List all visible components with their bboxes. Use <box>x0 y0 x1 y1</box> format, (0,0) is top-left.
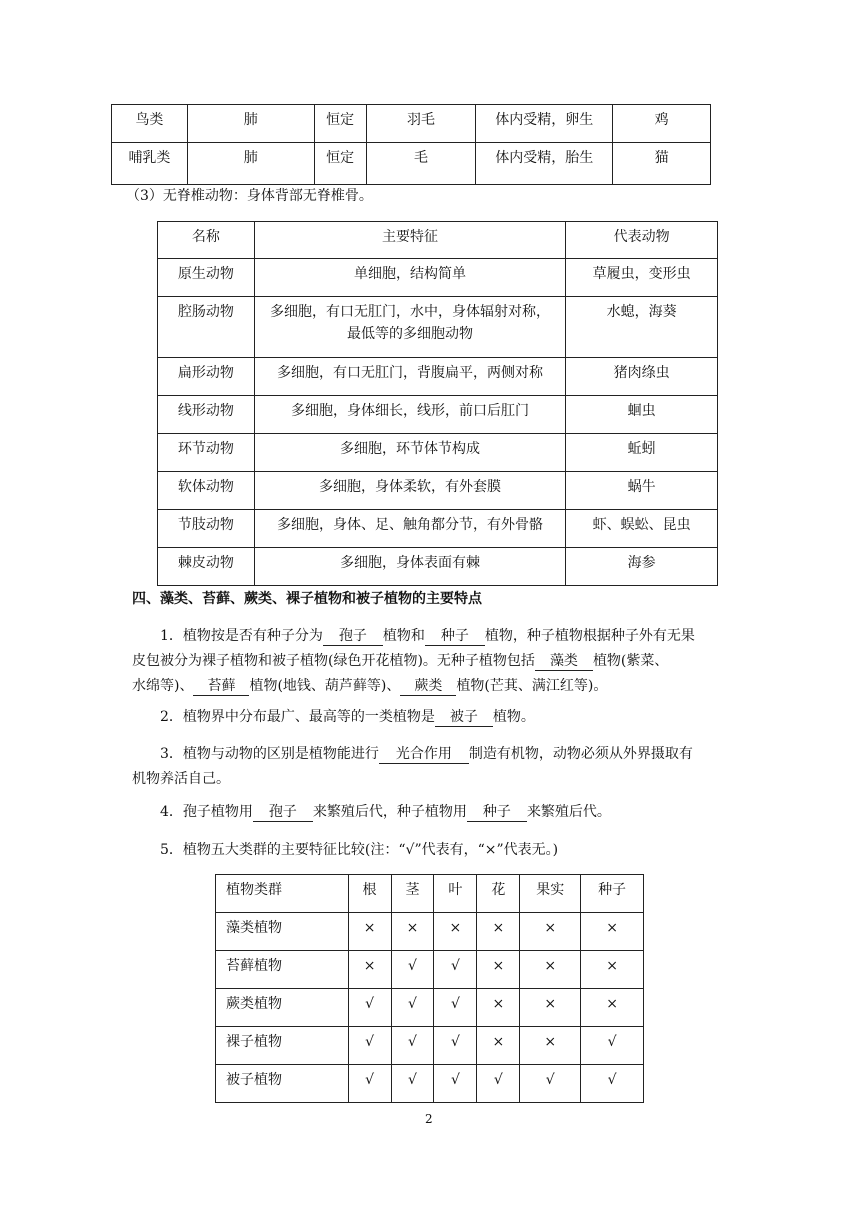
table-row <box>158 297 718 358</box>
feature-text: 多细胞，身体表面有棘 <box>340 555 481 571</box>
table-cell <box>254 510 565 548</box>
feature-text: 多细胞，环节体节构成 <box>340 441 481 457</box>
table-cell: × <box>520 913 581 951</box>
table-cell: √ <box>520 1065 581 1103</box>
table-cell: 肺 <box>187 143 314 185</box>
table-row <box>216 875 644 913</box>
table-cell: 羽毛 <box>366 105 476 143</box>
table-cell: 环节动物 <box>158 434 255 472</box>
feature-text: 多细胞，有口无肛门，水中，身体辐射对称， <box>270 304 551 320</box>
table-cell: √ <box>434 1027 477 1065</box>
table-cell: × <box>477 951 520 989</box>
table-cell: × <box>581 913 644 951</box>
text: 2．植物界中分布最广、最高等的一类植物是 <box>160 709 435 725</box>
table-cell: 苔藓植物 <box>216 951 349 989</box>
table-cell: × <box>581 989 644 1027</box>
text: 4．孢子植物用 <box>160 804 253 820</box>
table-cell: √ <box>581 1065 644 1103</box>
table-cell: √ <box>477 1065 520 1103</box>
table-cell: × <box>581 951 644 989</box>
table-cell: 肺 <box>187 105 314 143</box>
table-cell: 线形动物 <box>158 396 255 434</box>
invertebrate-table <box>157 221 718 586</box>
answer-blank: 蕨类 <box>400 677 456 696</box>
table-cell: 藻类植物 <box>216 913 349 951</box>
column-header: 植物类群 <box>216 875 349 913</box>
paragraph-5 <box>132 838 722 863</box>
table-cell: × <box>520 1027 581 1065</box>
table-row <box>158 222 718 259</box>
table-row <box>112 143 711 185</box>
text: 1．植物按是否有种子分为 <box>160 628 323 644</box>
table-cell: × <box>520 989 581 1027</box>
table-cell: √ <box>434 989 477 1027</box>
answer-blank: 苔藓 <box>193 677 249 696</box>
answer-blank: 种子 <box>467 803 527 822</box>
table-cell: 扁形动物 <box>158 358 255 396</box>
column-header: 茎 <box>391 875 434 913</box>
answer-blank: 光合作用 <box>379 745 469 764</box>
section3-title: （3）无脊椎动物：身体背部无脊椎骨。 <box>126 188 373 204</box>
table-row <box>216 913 644 951</box>
answer-blank: 孢子 <box>253 803 313 822</box>
column-header: 代表动物 <box>566 222 718 259</box>
table-cell: 鸡 <box>613 105 711 143</box>
text: 植物(地钱、葫芦藓等)、 <box>249 678 401 694</box>
table-cell: 恒定 <box>314 143 366 185</box>
table-cell: 鸟类 <box>112 105 188 143</box>
table-cell: 裸子植物 <box>216 1027 349 1065</box>
table-cell: √ <box>434 1065 477 1103</box>
column-header: 根 <box>348 875 391 913</box>
table-cell: 原生动物 <box>158 259 255 297</box>
table-cell: √ <box>391 1027 434 1065</box>
table-cell <box>254 434 565 472</box>
table-cell: √ <box>348 1027 391 1065</box>
text: 制造有机物，动物必须从外界摄取有 <box>468 746 693 762</box>
table-cell: 腔肠动物 <box>158 297 255 358</box>
table-cell: 蕨类植物 <box>216 989 349 1027</box>
table-cell <box>254 472 565 510</box>
table-cell: 猪肉绦虫 <box>566 358 718 396</box>
feature-text: 多细胞，有口无肛门，背腹扁平，两侧对称 <box>277 365 544 381</box>
feature-text: 多细胞，身体柔软，有外套膜 <box>319 479 502 495</box>
table-cell: 节肢动物 <box>158 510 255 548</box>
feature-text: 多细胞，身体、足、触角都分节，有外骨骼 <box>277 517 544 533</box>
table-cell: √ <box>348 1065 391 1103</box>
table-cell: 体内受精，胎生 <box>476 143 613 185</box>
text: 植物和 <box>382 628 425 644</box>
table-cell: × <box>348 913 391 951</box>
text: 植物。 <box>492 709 535 725</box>
table-cell: √ <box>391 951 434 989</box>
column-header: 名称 <box>158 222 255 259</box>
text: 皮包被分为裸子植物和被子植物(绿色开花植物)。无种子植物包括 <box>132 653 535 669</box>
table-cell: 体内受精，卵生 <box>476 105 613 143</box>
table-row <box>158 259 718 297</box>
table-cell: √ <box>391 989 434 1027</box>
feature-text: 多细胞，身体细长，线形，前口后肛门 <box>291 403 530 419</box>
table-cell: × <box>477 989 520 1027</box>
table-cell: × <box>520 951 581 989</box>
table-cell: 毛 <box>366 143 476 185</box>
text: 来繁殖后代，种子植物用 <box>312 804 467 820</box>
table-cell: 软体动物 <box>158 472 255 510</box>
table-cell: 哺乳类 <box>112 143 188 185</box>
table-cell: √ <box>348 989 391 1027</box>
table-row <box>112 105 711 143</box>
table-row <box>216 1027 644 1065</box>
table-cell: 蛔虫 <box>566 396 718 434</box>
table-cell: × <box>477 913 520 951</box>
table-cell: 恒定 <box>314 105 366 143</box>
paragraph-2 <box>132 705 722 730</box>
table-cell: √ <box>434 951 477 989</box>
paragraph-4 <box>132 800 722 825</box>
table-row <box>158 434 718 472</box>
text: 水绵等)、 <box>132 678 194 694</box>
table-cell: 水螅，海葵 <box>566 297 718 358</box>
table-row <box>158 472 718 510</box>
table-cell: × <box>434 913 477 951</box>
answer-blank: 孢子 <box>323 627 383 646</box>
answer-blank: 藻类 <box>535 652 593 671</box>
table-cell: 海参 <box>566 548 718 586</box>
text: 植物(芒萁、满江红等)。 <box>456 678 608 694</box>
column-header: 主要特征 <box>254 222 565 259</box>
vertebrate-table <box>111 104 711 185</box>
table-cell: 猫 <box>613 143 711 185</box>
paragraph-3 <box>132 742 722 792</box>
table-row <box>158 396 718 434</box>
table-cell: 被子植物 <box>216 1065 349 1103</box>
page-number: 2 <box>425 1112 433 1126</box>
text: 植物(紫菜、 <box>592 653 669 669</box>
table-cell: 蜗牛 <box>566 472 718 510</box>
table-cell: × <box>391 913 434 951</box>
table-row <box>158 548 718 586</box>
table-cell: 棘皮动物 <box>158 548 255 586</box>
table-cell: 草履虫，变形虫 <box>566 259 718 297</box>
table-cell <box>254 396 565 434</box>
table-cell: 虾、蜈蚣、昆虫 <box>566 510 718 548</box>
table-cell: × <box>348 951 391 989</box>
feature-text: 最低等的多细胞动物 <box>347 326 474 342</box>
table-row <box>216 951 644 989</box>
table-cell: 蚯蚓 <box>566 434 718 472</box>
table-cell <box>254 259 565 297</box>
column-header: 花 <box>477 875 520 913</box>
column-header: 叶 <box>434 875 477 913</box>
feature-text: 单细胞，结构简单 <box>354 266 467 282</box>
table-row <box>216 1065 644 1103</box>
table-cell <box>254 297 565 358</box>
paragraph-1 <box>132 624 722 699</box>
answer-blank: 被子 <box>435 708 493 727</box>
table-cell <box>254 358 565 396</box>
text: 植物，种子植物根据种子外有无果 <box>484 628 695 644</box>
text: 来繁殖后代。 <box>526 804 611 820</box>
answer-blank: 种子 <box>425 627 485 646</box>
table-cell: √ <box>581 1027 644 1065</box>
text: 3．植物与动物的区别是植物能进行 <box>160 746 379 762</box>
table-cell <box>254 548 565 586</box>
text: 机物养活自己。 <box>132 771 230 787</box>
table-row <box>216 989 644 1027</box>
table-row <box>158 358 718 396</box>
table-cell: √ <box>391 1065 434 1103</box>
column-header: 果实 <box>520 875 581 913</box>
table-cell: × <box>477 1027 520 1065</box>
plant-groups-table <box>215 874 644 1103</box>
text: 5．植物五大类群的主要特征比较(注：“√”代表有，“×”代表无。) <box>160 842 559 858</box>
column-header: 种子 <box>581 875 644 913</box>
section4-heading: 四、藻类、苔藓、蕨类、裸子植物和被子植物的主要特点 <box>132 591 482 607</box>
table-row <box>158 510 718 548</box>
